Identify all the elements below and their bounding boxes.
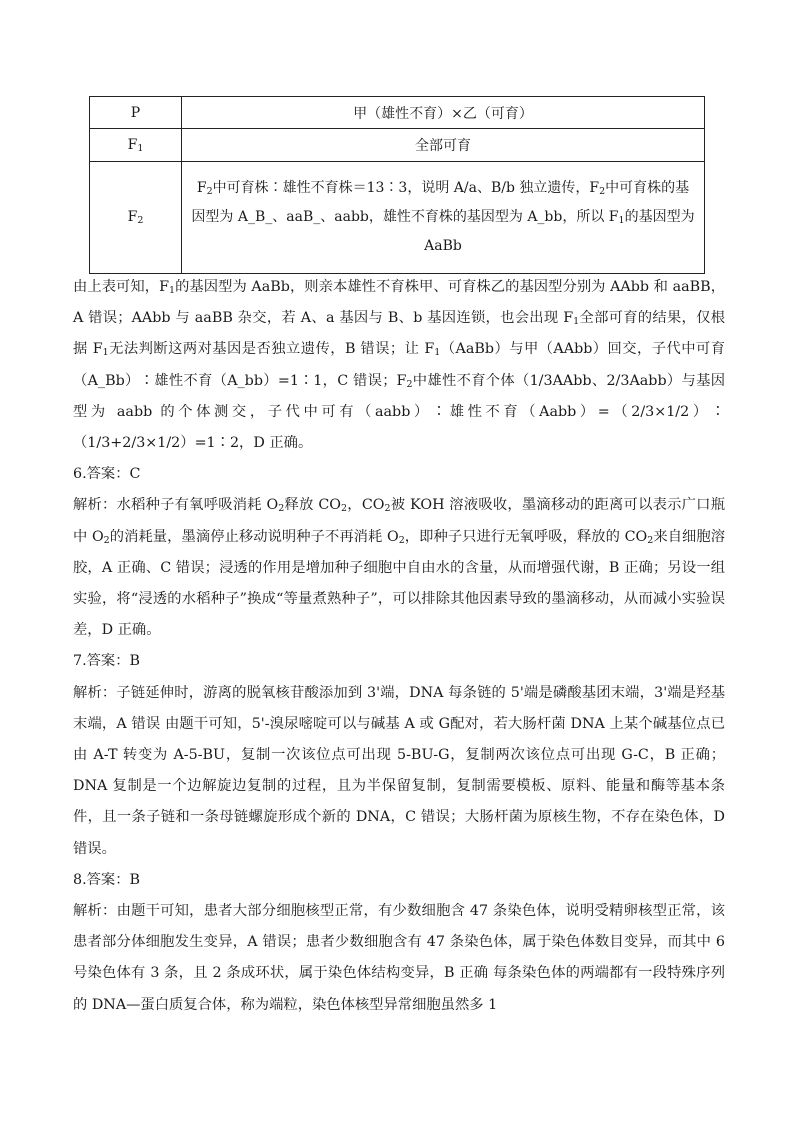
table-row [90,162,705,274]
generation-label: $F_2$ [90,162,182,274]
generation-value: 甲（雄性不育）×乙（可育） [182,97,705,129]
q5-explanation: 由上表可知，$F_1$的基因型为 AaBb，则亲本雄性不育株甲、可育株乙的基因型分别为 AAbb 和 aaBB，A 错误；AAbb 与 aaBB 杂交，若 A、a 基因与 B、b 基因连锁，也会出现 $F_1$全部可育的结果，仅根据 $F_1$无法判断这两对基因是否独立遗传，B 错误；让 $F_1(AaBb)$与甲（AAbb）回交，子代中可育（A_Bb）∶雄性不育（A_bb）=1∶1，C 错误；$F_2$中雄性不育个体（1/3AAbb、2/3Aabb）与基因型为 aabb 的个体测交，子代中可有（aabb）∶雄性不育（Aabb）=（2/3×1/2）∶（1/3+2/3×1/2）=1∶2，D 正确。 [73,279,726,452]
q8-answer: 8.答案：B [73,871,141,888]
answer-explanations [73,272,725,1021]
q6-explanation: 解析：水稻种子有氧呼吸消耗 $O_2$释放 $CO_2$，$CO_2$被 KOH 溶液吸收，墨滴移动的距离可以表示广口瓶中 $O_2$的消耗量，墨滴停止移动说明种子不再消耗 $O_2$，即种子只进行无氧呼吸，释放的 $CO_2$来自细胞溶胶，A 正确、C 错误；浸透的作用是增加种子细胞中自由水的含量，从而增强代谢，B 正确；另设一组实验，将“浸透的水稻种子”换成“等量煮熟种子”，可以排除其他因素导致的墨滴移动，从而减小实验误差，D 正确。 [73,497,726,639]
table-row [90,129,705,162]
genotype-table [89,96,705,274]
q7-answer: 7.答案：B [73,653,141,670]
generation-label: $F_1$ [90,129,182,162]
generation-value: 全部可育 [182,129,705,162]
table-row [90,97,705,129]
q8-explanation: 解析：由题干可知，患者大部分细胞核型正常，有少数细胞含 47 条染色体，说明受精卵核型正常，该患者部分体细胞发生变异，A 错误；患者少数细胞含有 47 条染色体，属于染色体数目变异，而其中 6 号染色体有 3 条，且 2 条成环状，属于染色体结构变异，B 正确 每条染色体的两端都有一段特殊序列的 DNA—蛋白质复合体，称为端粒，染色体核型异常细胞虽然多 1 [73,903,725,1013]
q6-answer: 6.答案：C [73,466,141,483]
generation-value: $F_2$中可育株∶雄性不育株＝13∶3，说明 A/a、B/b 独立遗传，$F_2$中可育株的基因型为 A_B_、aaB_、aabb，雄性不育株的基因型为 A_bb，所以 $F_1$的基因型为 AaBb [182,162,705,274]
generation-label: P [90,97,182,129]
q7-explanation: 解析：子链延伸时，游离的脱氧核苷酸添加到 3'端，DNA 每条链的 5'端是磷酸基团末端，3'端是羟基末端，A 错误 由题干可知，5'-溴尿嘧啶可以与碱基 A 或 G配对，若大肠杆菌 DNA 上某个碱基位点已由 A-T 转变为 A-5-BU，复制一次该位点可出现 5-BU-G，复制两次该位点可出现 G-C，B 正确；DNA 复制是一个边解旋边复制的过程，且为半保留复制，复制需要模板、原料、能量和酶等基本条件，且一条子链和一条母链螺旋形成个新的 DNA，C 错误；大肠杆菌为原核生物，不存在染色体，D 错误。 [73,684,725,857]
